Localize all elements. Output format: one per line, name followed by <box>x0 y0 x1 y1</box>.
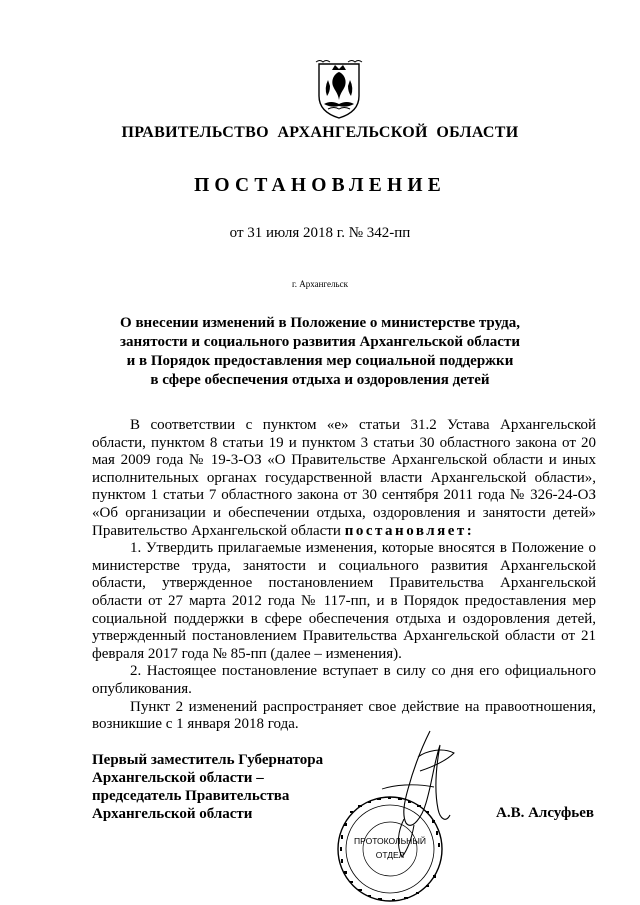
coat-of-arms-icon <box>314 58 364 120</box>
official-stamp-and-signature <box>322 727 512 905</box>
signatory-position-line: председатель Правительства <box>92 788 290 804</box>
document-title <box>80 314 560 390</box>
item-3-paragraph: Пункт 2 изменений распространяет свое действие на правоотношения, возникшие с 1 января 2018 года. <box>92 698 596 733</box>
document-city: г. Архангельск <box>292 279 348 289</box>
preamble-text: В соответствии с пунктом «е» статьи 31.2 Устава Архангельской области, пунктом 8 статьи 19 и пунктом 3 статьи 30 областного закона от 20 мая 2009 года № 19-3-ОЗ «О Правительстве Архангельской области и иных исполнительных органах государственной власти Архангельской области», пунктом 1 статьи 7 областного закона от 30 сентября 2011 года № 326-24-ОЗ «Об организации и обеспечении отдыха, оздоровления и занятости детей» Правительство Архангельской области <box>92 417 596 539</box>
government-heading: ПРАВИТЕЛЬСТВО АРХАНГЕЛЬСКОЙ ОБЛАСТИ <box>121 124 519 141</box>
svg-text:ПРОТОКОЛЬНЫЙ: ПРОТОКОЛЬНЫЙ <box>354 836 426 846</box>
preamble-paragraph <box>92 417 596 540</box>
item-1-paragraph: 1. Утвердить прилагаемые изменения, которые вносятся в Положение о министерстве труда, занятости и социального развития Архангельской области, утвержденное постановлением Правительства Архангельской области от 27 марта 2012 года № 117-пп, и в Порядок предоставления мер социальной поддержки в сфере обеспечения отдыха и оздоровления детей, утвержденный постановлением Правительства Архангельской области от 21 февраля 2017 года № 85-пп (далее – изменения). <box>92 540 596 662</box>
signatory-position-line: Первый заместитель Губернатора <box>92 752 324 768</box>
title-line: О внесении изменений в Положение о министерстве труда, <box>120 315 520 331</box>
signatory-position <box>92 751 323 823</box>
title-line: занятости и социального развития Архангельской области <box>120 334 520 350</box>
document-type-heading: ПОСТАНОВЛЕНИЕ <box>194 175 446 196</box>
document-body <box>92 417 596 734</box>
title-line: в сфере обеспечения отдыха и оздоровления детей <box>150 372 490 388</box>
item-2-paragraph: 2. Настоящее постановление вступает в силу со дня его официального опубликования. <box>92 663 596 697</box>
signatory-position-line: Архангельской области <box>92 806 253 822</box>
title-line: и в Порядок предоставления мер социальной поддержки <box>126 353 514 369</box>
svg-text:ОТДЕЛ: ОТДЕЛ <box>375 850 405 860</box>
signatory-name: А.В. Алсуфьев <box>496 805 594 821</box>
signatory-position-line: Архангельской области – <box>92 770 264 786</box>
document-date-number: от 31 июля 2018 г. № 342-пп <box>229 225 411 241</box>
decree-word: постановляет: <box>344 522 475 539</box>
